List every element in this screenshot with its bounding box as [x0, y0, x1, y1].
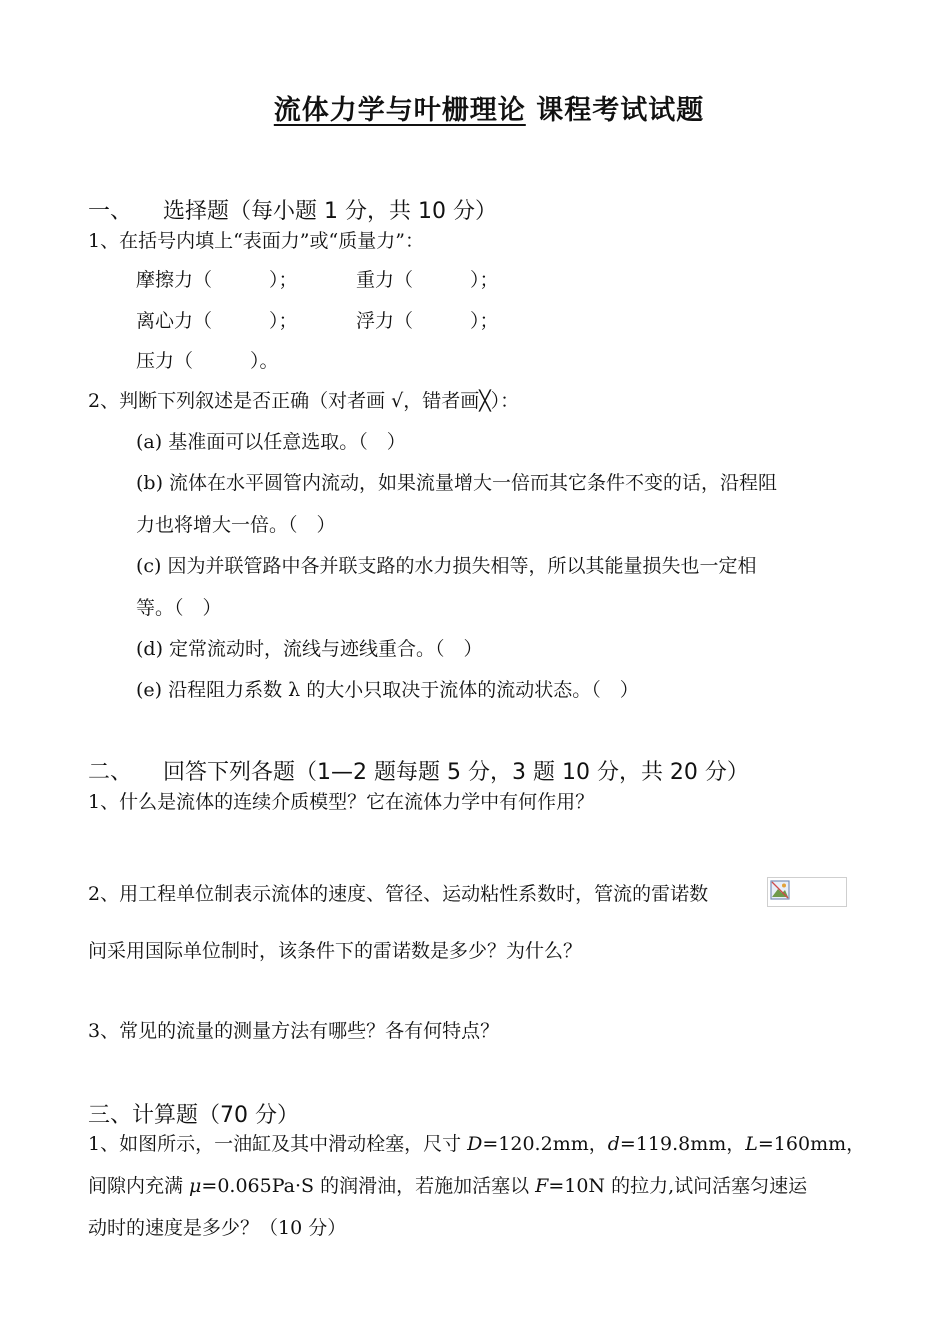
symbol-mu: μ — [189, 1175, 202, 1197]
s2-question-2-line2: 问采用国际单位制时，该条件下的雷诺数是多少？为什么？ — [88, 940, 583, 962]
s3-question-1-line3: 动时的速度是多少？（10 分） — [88, 1217, 347, 1239]
q1-gravity: 重力（ ）； — [356, 269, 499, 291]
section-3-title: 三、计算题（70 分） — [88, 1103, 299, 1128]
section-1-title: 选择题（每小题 1 分，共 10 分） — [163, 199, 497, 224]
section-2-number: 二、 — [88, 760, 133, 785]
section-2-heading — [88, 755, 749, 786]
q2-item-c-line2: 等。（ ） — [136, 597, 222, 619]
section-2-title: 回答下列各题（1—2 题每题 5 分，3 题 10 分，共 20 分） — [163, 760, 749, 785]
s3-q1-text-g: =10N 的拉力,试问活塞匀速运 — [548, 1175, 808, 1197]
s2-question-2-line1: 2、用工程单位制表示流体的速度、管径、运动粘性系数时，管流的雷诺数 — [88, 883, 709, 905]
symbol-F: F — [535, 1175, 549, 1197]
s3-q1-text-f: =0.065Pa·S 的润滑油，若施加活塞以 — [201, 1175, 536, 1197]
q2-item-a: (a) 基准面可以任意选取。（ ） — [136, 431, 406, 453]
exam-title — [0, 88, 950, 127]
q1-row-1 — [136, 265, 499, 292]
reynolds-formula-image — [767, 877, 847, 907]
q1-buoyancy: 浮力（ ）； — [356, 310, 499, 332]
section-1-heading — [88, 194, 497, 225]
symbol-L: L — [745, 1133, 758, 1155]
q1-stem: 1、在括号内填上“表面力”或“质量力”： — [88, 230, 424, 252]
s2-question-1: 1、什么是流体的连续介质模型？它在流体力学中有何作用？ — [88, 791, 595, 813]
s3-q1-text-a: 1、如图所示，一油缸及其中滑动栓塞，尺寸 — [88, 1133, 468, 1155]
title-suffix: 课程考试试题 — [525, 95, 705, 126]
q2-item-c-line1: (c) 因为并联管路中各并联支路的水力损失相等，所以其能量损失也一定相 — [136, 555, 757, 577]
section-3-heading — [88, 1098, 299, 1129]
s2-question-3: 3、常见的流量的测量方法有哪些？各有何特点？ — [88, 1020, 500, 1042]
s3-q1-text-e: 间隙内充满 — [88, 1175, 190, 1197]
q1-row-3 — [136, 346, 279, 373]
broken-image-icon — [770, 880, 790, 900]
q1-pressure: 压力（ ）。 — [136, 350, 279, 372]
q1-centrifugal: 离心力（ ）； — [136, 310, 298, 332]
symbol-d: d — [607, 1133, 620, 1155]
q2-item-d: (d) 定常流动时，流线与迹线重合。（ ） — [136, 638, 483, 660]
s3-q1-text-b: =120.2mm， — [482, 1133, 608, 1155]
q2-item-e: (e) 沿程阻力系数 λ 的大小只取决于流体的流动状态。（ ） — [136, 679, 639, 701]
s3-q1-text-c: =119.8mm， — [619, 1133, 746, 1155]
course-name: 流体力学与叶栅理论 — [273, 95, 526, 126]
symbol-D: D — [467, 1133, 483, 1155]
section-1-number: 一、 — [88, 199, 133, 224]
q2-item-b-line1: (b) 流体在水平圆管内流动，如果流量增大一倍而其它条件不变的话，沿程阻 — [136, 472, 778, 494]
q1-row-2 — [136, 306, 499, 333]
q2-item-b-line2: 力也将增大一倍。（ ） — [136, 514, 336, 536]
s3-question-1-line1 — [88, 1129, 865, 1156]
s3-q1-text-d: =160mm， — [757, 1133, 866, 1155]
q2-stem: 2、判断下列叙述是否正确（对者画 √，错者画╳）： — [88, 390, 520, 412]
s3-question-1-line2 — [88, 1171, 807, 1198]
q1-friction: 摩擦力（ ）； — [136, 269, 298, 291]
